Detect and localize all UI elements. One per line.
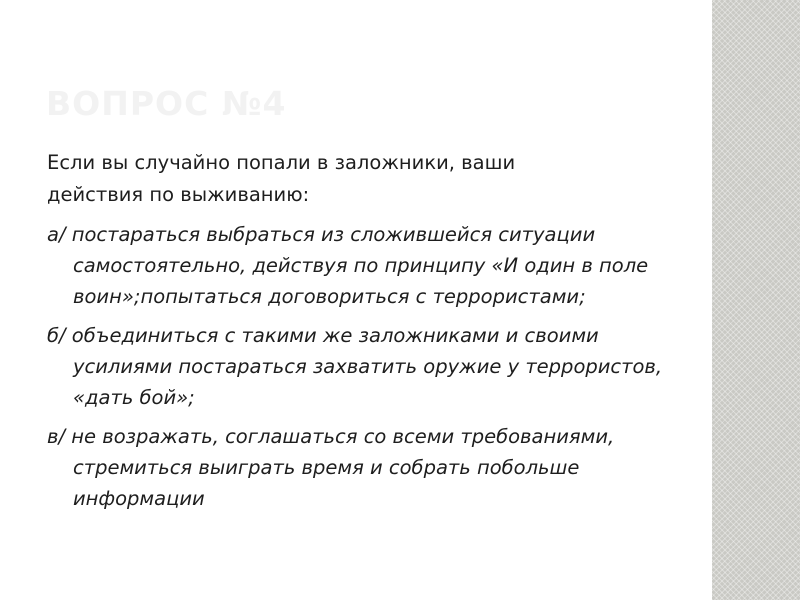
decorative-side-panel xyxy=(712,0,800,600)
answer-option-c: в/ не возражать, соглашаться со всеми требованиями, стремиться выиграть время и собрать побольше информации xyxy=(47,425,615,510)
intro-line-1: Если вы случайно попали в заложники, ваши xyxy=(47,151,516,174)
answer-option-b: б/ объединиться с такими же заложниками и своими усилиями постараться захватить оружие у террористов, «дать бой»; xyxy=(47,324,663,409)
slide-body xyxy=(47,147,687,522)
intro-line-2: действия по выживанию: xyxy=(47,183,310,206)
answer-option-a: а/ постараться выбраться из сложившейся ситуации самостоятельно, действуя по принципу «И один в поле воин»;попытаться договориться с террористами; xyxy=(47,223,649,308)
slide-title: ВОПРОС №4 xyxy=(46,84,287,123)
